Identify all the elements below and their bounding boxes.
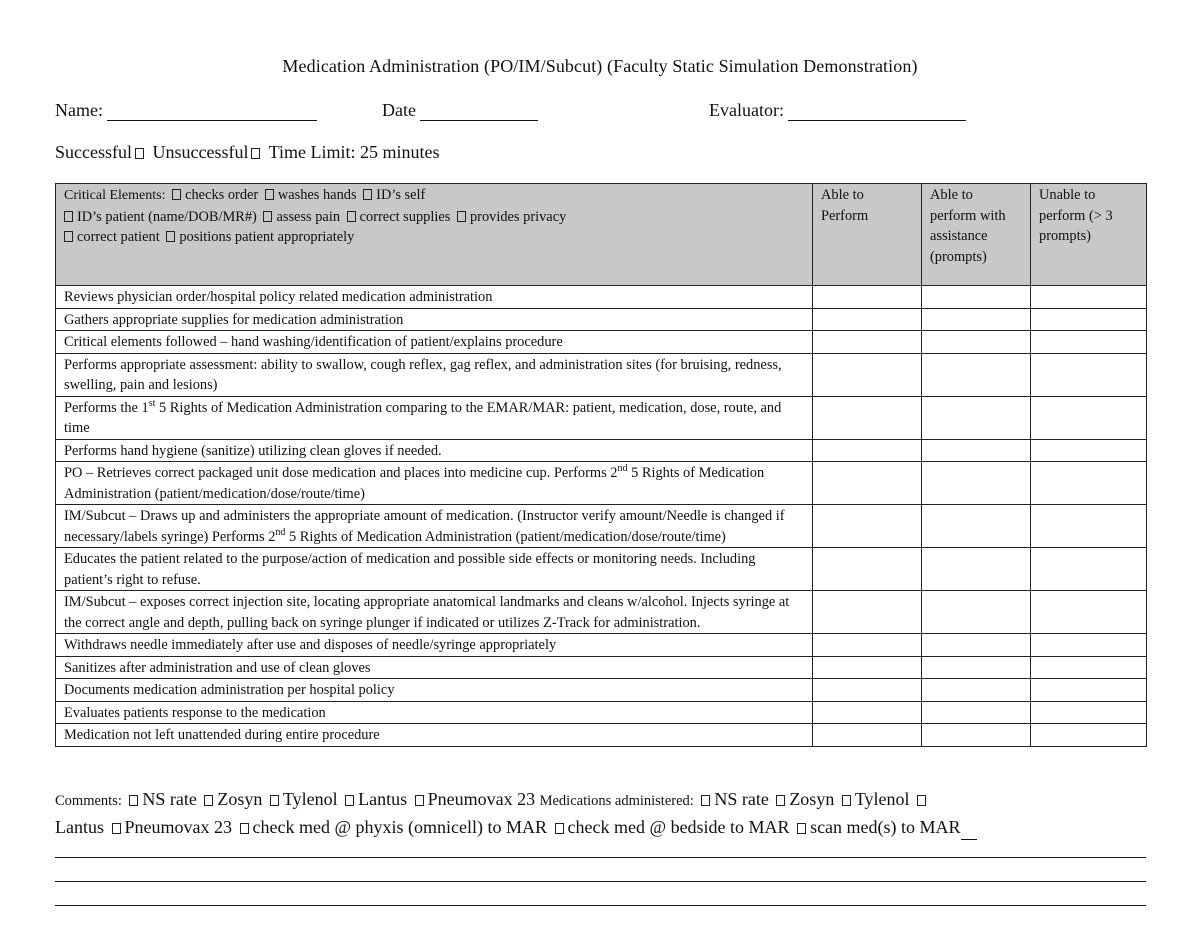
medications-label: Medications administered: <box>539 793 694 809</box>
assistance-cell[interactable] <box>922 724 1031 747</box>
unable-cell[interactable] <box>1031 396 1147 439</box>
row-description: Withdraws needle immediately after use and disposes of needle/syringe appropriately <box>56 634 813 657</box>
assistance-cell[interactable] <box>922 462 1031 505</box>
unable-cell[interactable] <box>1031 308 1147 331</box>
unable-cell[interactable] <box>1031 548 1147 591</box>
comments-section <box>55 786 1146 840</box>
assistance-cell[interactable] <box>922 439 1031 462</box>
critical-elements-cell <box>56 184 813 286</box>
critical-item: correct patient <box>77 229 160 245</box>
table-row <box>56 724 1147 747</box>
table-row <box>56 396 1147 439</box>
info-row <box>55 100 1145 126</box>
assistance-cell[interactable] <box>922 591 1031 634</box>
table-row <box>56 591 1147 634</box>
unable-cell[interactable] <box>1031 331 1147 354</box>
comment-item: Zosyn <box>217 789 263 809</box>
checkbox[interactable] <box>265 189 274 200</box>
unable-cell[interactable] <box>1031 462 1147 505</box>
date-label: Date <box>382 100 416 120</box>
able-cell[interactable] <box>813 331 922 354</box>
able-cell[interactable] <box>813 591 922 634</box>
row-description: IM/Subcut – Draws up and administers the appropriate amount of medication. (Instructor verify amount/Needle is changed if necessary/labels syringe) Performs 2nd 5 Rights of Medication Administration (patient/medication/dose/route/time) <box>56 505 813 548</box>
checkbox[interactable] <box>270 795 279 806</box>
unable-cell[interactable] <box>1031 591 1147 634</box>
unable-cell[interactable] <box>1031 286 1147 309</box>
successful-label: Successful <box>55 142 132 162</box>
assistance-cell[interactable] <box>922 308 1031 331</box>
row-description: PO – Retrieves correct packaged unit dose medication and places into medicine cup. Performs 2nd 5 Rights of Medication Administration (patient/medication/dose/route/time) <box>56 462 813 505</box>
med-item: Zosyn <box>789 789 835 809</box>
assistance-cell[interactable] <box>922 505 1031 548</box>
able-cell[interactable] <box>813 353 922 396</box>
table-row <box>56 353 1147 396</box>
critical-item: assess pain <box>276 208 341 225</box>
critical-item: positions patient appropriately <box>179 229 355 245</box>
assistance-cell[interactable] <box>922 634 1031 657</box>
assistance-cell[interactable] <box>922 331 1031 354</box>
able-cell[interactable] <box>813 548 922 591</box>
assistance-cell[interactable] <box>922 656 1031 679</box>
table-row <box>56 656 1147 679</box>
name-blank-line[interactable] <box>107 102 317 121</box>
comment-blank-line[interactable] <box>961 823 977 840</box>
unable-cell[interactable] <box>1031 353 1147 396</box>
table-row <box>56 505 1147 548</box>
table-row <box>56 701 1147 724</box>
checkbox[interactable] <box>112 823 121 834</box>
table-row <box>56 308 1147 331</box>
status-row <box>55 142 440 163</box>
assistance-cell[interactable] <box>922 286 1031 309</box>
critical-item: provides privacy <box>469 208 567 225</box>
comment-item: Pneumovax 23 <box>427 789 536 809</box>
comments-label: Comments: <box>55 793 122 809</box>
checkbox[interactable] <box>776 795 785 806</box>
able-cell[interactable] <box>813 701 922 724</box>
row-description: Gathers appropriate supplies for medication administration <box>56 308 813 331</box>
able-cell[interactable] <box>813 656 922 679</box>
date-field[interactable] <box>382 100 538 121</box>
row-description: Reviews physician order/hospital policy related medication administration <box>56 286 813 309</box>
table-header-row <box>56 184 1147 286</box>
row-description: Critical elements followed – hand washing/identification of patient/explains procedure <box>56 331 813 354</box>
row-description: Documents medication administration per hospital policy <box>56 679 813 702</box>
med-item: Lantus <box>55 817 104 837</box>
med-item: check med @ phyxis (omnicell) to MAR <box>252 817 548 837</box>
table-row <box>56 439 1147 462</box>
med-item: scan med(s) to MAR <box>810 817 961 837</box>
able-cell[interactable] <box>813 462 922 505</box>
successful-checkbox[interactable] <box>135 148 144 159</box>
checkbox[interactable] <box>345 795 354 806</box>
row-description: Performs the 1st 5 Rights of Medication Administration comparing to the EMAR/MAR: patient, medication, dose, route, and time <box>56 396 813 439</box>
name-label: Name: <box>55 100 103 120</box>
unable-cell[interactable] <box>1031 439 1147 462</box>
assistance-cell[interactable] <box>922 679 1031 702</box>
table-row <box>56 286 1147 309</box>
table-row <box>56 634 1147 657</box>
row-description: Performs appropriate assessment: ability to swallow, cough reflex, gag reflex, and administration sites (for bruising, redness, swelling, pain and lesions) <box>56 353 813 396</box>
able-cell[interactable] <box>813 505 922 548</box>
checkbox[interactable] <box>842 795 851 806</box>
row-description: Evaluates patients response to the medication <box>56 701 813 724</box>
comment-item: NS rate <box>142 789 197 809</box>
med-item: check med @ bedside to MAR <box>567 817 790 837</box>
table-row <box>56 331 1147 354</box>
row-description: Educates the patient related to the purpose/action of medication and possible side effects or monitoring needs. Including patient’s right to refuse. <box>56 548 813 591</box>
assistance-cell[interactable] <box>922 548 1031 591</box>
name-field[interactable] <box>55 100 317 121</box>
unsuccessful-label: Unsuccessful <box>152 142 249 162</box>
checkbox[interactable] <box>129 795 138 806</box>
able-cell[interactable] <box>813 308 922 331</box>
row-description: Performs hand hygiene (sanitize) utilizing clean gloves if needed. <box>56 439 813 462</box>
evaluator-blank-line[interactable] <box>788 102 966 121</box>
time-limit-label: Time Limit: 25 minutes <box>268 142 440 162</box>
comment-line-3[interactable] <box>55 905 1146 906</box>
comment-item: Tylenol <box>282 789 338 809</box>
unable-cell[interactable] <box>1031 679 1147 702</box>
checkbox[interactable] <box>263 211 272 222</box>
critical-item: correct supplies <box>359 208 451 225</box>
checkbox[interactable] <box>555 823 564 834</box>
assistance-cell[interactable] <box>922 396 1031 439</box>
evaluation-table <box>55 183 1147 747</box>
able-cell[interactable] <box>813 724 922 747</box>
comment-line-1[interactable] <box>55 857 1146 858</box>
row-description: Sanitizes after administration and use of clean gloves <box>56 656 813 679</box>
table-row <box>56 548 1147 591</box>
checkbox[interactable] <box>797 823 806 834</box>
able-cell[interactable] <box>813 396 922 439</box>
med-item: Tylenol <box>854 789 910 809</box>
critical-elements-label: Critical Elements: <box>64 188 166 203</box>
comment-item: Lantus <box>358 789 408 809</box>
checkbox[interactable] <box>64 231 73 242</box>
med-item: NS rate <box>714 789 769 809</box>
critical-item: ID’s patient (name/DOB/MR#) <box>77 208 257 225</box>
checkbox[interactable] <box>347 211 356 222</box>
checkbox[interactable] <box>64 211 73 222</box>
critical-item: checks order <box>185 187 259 203</box>
comment-line-2[interactable] <box>55 881 1146 882</box>
unable-cell[interactable] <box>1031 505 1147 548</box>
evaluator-field[interactable] <box>709 100 966 121</box>
med-item: Pneumovax 23 <box>124 817 232 837</box>
checkbox[interactable] <box>166 231 175 242</box>
checkbox[interactable] <box>204 795 213 806</box>
checkbox[interactable] <box>415 795 424 806</box>
critical-item: ID’s self <box>376 187 426 203</box>
checkbox[interactable] <box>917 795 926 806</box>
date-blank-line[interactable] <box>420 102 538 121</box>
evaluator-label: Evaluator: <box>709 100 784 120</box>
form-title: Medication Administration (PO/IM/Subcut) (Faculty Static Simulation Demonstration) <box>282 56 918 76</box>
unable-cell[interactable] <box>1031 701 1147 724</box>
column-header-unable: Unable to perform (> 3 prompts) <box>1031 184 1147 286</box>
unable-cell[interactable] <box>1031 634 1147 657</box>
table-body <box>56 286 1147 747</box>
assistance-cell[interactable] <box>922 701 1031 724</box>
able-cell[interactable] <box>813 286 922 309</box>
able-cell[interactable] <box>813 439 922 462</box>
checkbox[interactable] <box>363 189 372 200</box>
checkbox[interactable] <box>240 823 249 834</box>
assistance-cell[interactable] <box>922 353 1031 396</box>
critical-item: washes hands <box>277 187 357 203</box>
column-header-able: Able to Perform <box>813 184 922 286</box>
checkbox[interactable] <box>172 189 181 200</box>
unable-cell[interactable] <box>1031 656 1147 679</box>
row-description: IM/Subcut – exposes correct injection site, locating appropriate anatomical landmarks and cleans w/alcohol. Injects syringe at the correct angle and depth, pulling back on syringe plunger if indicated or utilizes Z-Track for administration. <box>56 591 813 634</box>
row-description: Medication not left unattended during entire procedure <box>56 724 813 747</box>
table-row <box>56 679 1147 702</box>
able-cell[interactable] <box>813 679 922 702</box>
checkbox[interactable] <box>457 211 466 222</box>
able-cell[interactable] <box>813 634 922 657</box>
table-row <box>56 462 1147 505</box>
column-header-assistance: Able to perform with assistance (prompts) <box>922 184 1031 286</box>
checkbox[interactable] <box>701 795 710 806</box>
unable-cell[interactable] <box>1031 724 1147 747</box>
unsuccessful-checkbox[interactable] <box>251 148 260 159</box>
